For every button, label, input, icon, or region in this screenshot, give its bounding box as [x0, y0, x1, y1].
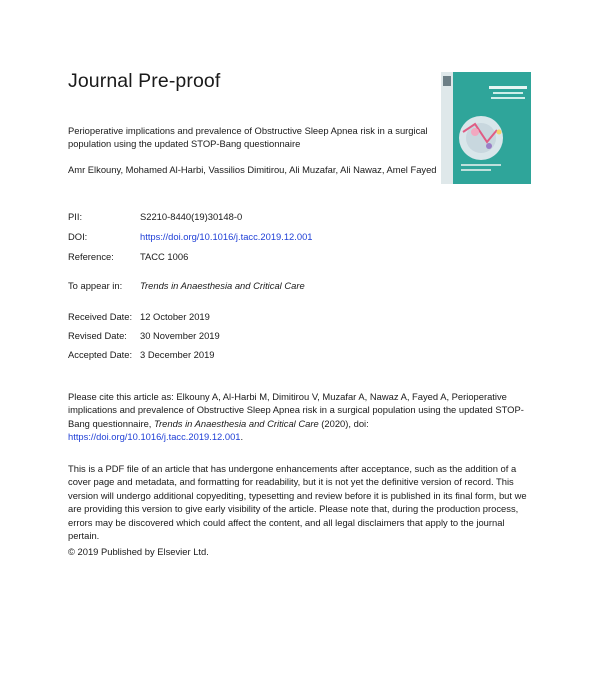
- pii-label: PII:: [68, 211, 83, 222]
- citation-journal: Trends in Anaesthesia and Critical Care: [154, 417, 319, 429]
- received-value: 12 October 2019: [140, 311, 210, 322]
- revised-value: 30 November 2019: [140, 330, 220, 341]
- journal-heading: Journal Pre-proof: [68, 70, 221, 92]
- citation-prefix: Please cite this article as: Elkouny A, Al-Harbi M, Dimitirou V, Muzafar A, Nawaz A, Fayed A, Perioperative implications and prevalence of Obstructive Sleep Apnea risk in a surgical population using the updated STOP-Bang questionnaire,: [68, 391, 524, 429]
- article-title: Perioperative implications and prevalence of Obstructive Sleep Apnea risk in a surgical population using the updated STOP-Bang questionnaire: [68, 125, 428, 149]
- citation-middle: (2020), doi:: [318, 417, 369, 429]
- pii-value: S2210-8440(19)30148-0: [140, 211, 243, 222]
- reference-value: TACC 1006: [140, 251, 189, 262]
- citation-doi-link[interactable]: https://doi.org/10.1016/j.tacc.2019.12.001: [68, 431, 241, 443]
- appear-in-journal: Trends in Anaesthesia and Critical Care: [140, 280, 305, 291]
- pre-proof-notice: This is a PDF file of an article that has undergone enhancements after acceptance, such as the addition of a cover page and metadata, and formatting for readability, but it is not yet the definitive version of record. This version will undergo additional copyediting, typesetting and review before it is published in its final form, but we are providing this version to give early visibility of the article. Please note that, during the production process, errors may be discovered which could affect the content, and all legal disclaimers that apply to the journal pertain.: [68, 463, 527, 542]
- doi-label: DOI:: [68, 231, 88, 242]
- doi-link[interactable]: https://doi.org/10.1016/j.tacc.2019.12.001: [140, 231, 313, 242]
- received-label: Received Date:: [68, 311, 133, 322]
- author-list: Amr Elkouny, Mohamed Al-Harbi, Vassilios Dimitirou, Ali Muzafar, Ali Nawaz, Amel Fayed: [68, 164, 437, 175]
- accepted-value: 3 December 2019: [140, 349, 215, 360]
- copyright-line: © 2019 Published by Elsevier Ltd.: [68, 546, 209, 557]
- reference-label: Reference:: [68, 251, 114, 262]
- appear-in-label: To appear in:: [68, 280, 123, 291]
- accepted-label: Accepted Date:: [68, 349, 133, 360]
- revised-label: Revised Date:: [68, 330, 127, 341]
- citation-suffix: .: [240, 431, 244, 443]
- citation-paragraph: [68, 390, 538, 444]
